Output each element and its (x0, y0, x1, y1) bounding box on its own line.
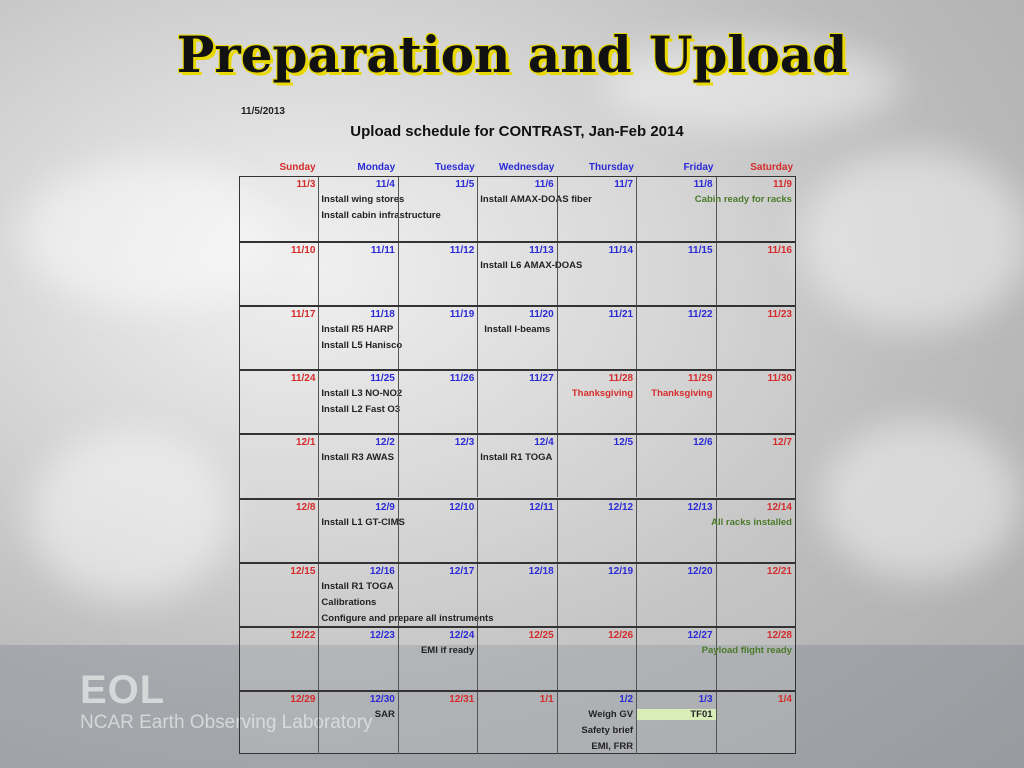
day-number: 12/25 (528, 629, 554, 641)
week-row (240, 562, 795, 626)
day-number: 11/6 (534, 179, 554, 190)
event-note: Install AMAX-DOAS fiber (480, 194, 592, 205)
day-number: 11/25 (370, 373, 395, 385)
day-number: 11/15 (688, 245, 713, 257)
day-number: 12/30 (369, 693, 395, 705)
day-number: 11/9 (773, 179, 792, 190)
day-number: 12/20 (687, 565, 713, 577)
weekday-friday: Friday (683, 162, 714, 173)
day-number: 11/20 (529, 309, 554, 321)
day-cell (716, 307, 795, 369)
day-cell (557, 177, 636, 241)
day-number: 12/26 (608, 629, 634, 641)
day-number: 12/31 (449, 693, 475, 705)
day-cell (557, 564, 636, 626)
day-cell (398, 177, 477, 241)
day-number: 12/5 (613, 437, 634, 449)
weekday-wednesday: Wednesday (498, 162, 555, 173)
event-note: Install L2 Fast O3 (321, 404, 401, 416)
event-note: TF01 (637, 709, 715, 720)
day-cell (636, 435, 715, 497)
week-row (240, 690, 795, 754)
day-number: 11/12 (449, 245, 475, 257)
event-note: Payload flight ready (701, 644, 792, 656)
day-cell (636, 243, 715, 305)
day-cell (636, 564, 715, 626)
event-note: Install wing stores (321, 194, 405, 205)
day-cell (240, 628, 318, 690)
day-number: 12/17 (449, 565, 475, 577)
day-cell (398, 435, 477, 497)
day-cell (477, 243, 583, 305)
weekday-monday: Monday (357, 162, 396, 173)
day-number: 12/24 (449, 629, 475, 641)
eol-logo: EOL (80, 668, 166, 712)
day-cell (477, 371, 556, 433)
event-note: Install L5 Hanisco (321, 340, 403, 352)
event-note: Calibrations (321, 596, 377, 608)
event-note: Thanksgiving (651, 388, 713, 400)
week-row (240, 305, 795, 369)
day-cell (318, 307, 403, 369)
weekday-header-row (239, 162, 796, 176)
day-number: 11/5 (455, 179, 475, 190)
day-cell (716, 692, 795, 754)
day-cell (557, 692, 636, 754)
slide-title: Preparation and Upload (176, 25, 848, 84)
day-cell (318, 177, 441, 241)
day-cell (716, 243, 795, 305)
day-number: 12/2 (375, 437, 395, 449)
day-cell (716, 564, 795, 626)
weekday-thursday: Thursday (588, 162, 634, 173)
weekday-tuesday: Tuesday (434, 162, 475, 173)
day-cell (636, 628, 715, 690)
day-cell (240, 692, 318, 754)
week-row (240, 369, 795, 433)
day-number: 11/16 (767, 245, 792, 257)
day-number: 12/14 (766, 501, 792, 513)
day-number: 1/3 (698, 693, 713, 705)
day-cell (716, 371, 795, 433)
day-cell (240, 371, 318, 433)
day-number: 11/27 (529, 373, 554, 385)
day-cell (477, 177, 592, 241)
day-number: 12/29 (290, 693, 316, 705)
day-cell (477, 435, 556, 497)
event-note: Install R1 TOGA (480, 452, 553, 464)
day-number: 12/8 (295, 501, 316, 513)
day-cell (240, 435, 318, 497)
day-number: 12/1 (295, 437, 316, 449)
day-cell (398, 564, 477, 626)
day-number: 11/26 (449, 373, 475, 385)
day-number: 12/18 (528, 565, 554, 577)
day-cell (318, 435, 397, 497)
day-number: 12/16 (369, 565, 395, 577)
day-number: 12/6 (693, 437, 713, 449)
day-cell (477, 500, 556, 562)
day-cell (398, 500, 477, 562)
day-number: 1/4 (778, 693, 792, 705)
day-number: 11/3 (296, 179, 316, 190)
weekday-sunday: Sunday (279, 162, 316, 173)
day-number: 12/9 (375, 501, 395, 513)
event-note: All racks installed (711, 516, 792, 528)
event-note: Install I-beams (484, 324, 551, 336)
day-cell (398, 692, 477, 754)
day-cell (636, 500, 715, 562)
day-number: 11/18 (370, 309, 395, 321)
day-cell (477, 307, 556, 369)
day-number: 11/29 (688, 373, 713, 385)
day-number: 12/28 (766, 629, 792, 641)
day-cell (636, 371, 715, 433)
day-number: 12/22 (290, 629, 316, 641)
day-cell (318, 628, 397, 690)
week-row (240, 177, 795, 241)
day-number: 12/4 (534, 437, 554, 449)
day-cell (318, 371, 403, 433)
eol-org-name: NCAR Earth Observing Laboratory (80, 712, 373, 733)
day-number: 11/22 (688, 309, 713, 321)
day-cell (477, 692, 556, 754)
day-number: 11/4 (375, 179, 395, 190)
day-number: 12/11 (529, 501, 554, 513)
day-cell (711, 500, 795, 562)
event-note: Install R1 TOGA (321, 580, 394, 592)
day-cell (636, 307, 715, 369)
day-number: 11/13 (529, 245, 554, 257)
day-cell (398, 243, 477, 305)
week-row (240, 498, 795, 562)
event-note: Configure and prepare all instruments (321, 612, 494, 624)
day-number: 11/28 (608, 373, 634, 385)
event-note: Thanksgiving (571, 388, 634, 400)
event-note: Install L1 GT-CIMS (321, 516, 405, 528)
schedule-date: 11/5/2013 (241, 106, 285, 117)
event-note: EMI if ready (420, 644, 475, 656)
day-cell (557, 500, 636, 562)
day-cell (240, 564, 318, 626)
day-cell (240, 243, 318, 305)
event-note: Install cabin infrastructure (321, 210, 441, 221)
day-number: 12/10 (449, 501, 475, 513)
day-number: 11/11 (370, 245, 395, 257)
day-number: 11/17 (290, 309, 316, 321)
day-cell (716, 435, 795, 497)
cloud-decoration (800, 150, 1024, 330)
cloud-decoration (820, 420, 1020, 580)
day-cell (701, 628, 795, 690)
day-cell (477, 628, 556, 690)
day-number: 11/7 (614, 179, 634, 190)
day-number: 11/19 (449, 309, 475, 321)
day-cell (557, 435, 636, 497)
day-cell (557, 243, 636, 305)
day-number: 12/15 (290, 565, 316, 577)
day-cell (398, 628, 477, 690)
day-number: 12/13 (687, 501, 713, 513)
day-number: 1/1 (539, 693, 554, 705)
day-number: 11/23 (767, 309, 792, 321)
day-cell (398, 371, 477, 433)
day-number: 12/27 (687, 629, 713, 641)
day-number: 12/21 (766, 565, 792, 577)
day-number: 11/10 (290, 245, 316, 257)
day-number: 1/2 (619, 693, 634, 705)
day-number: 11/24 (290, 373, 316, 385)
event-note: EMI, FRR (591, 740, 634, 752)
week-row (240, 433, 795, 497)
event-note: Cabin ready for racks (694, 194, 792, 205)
day-cell (636, 692, 715, 754)
day-cell (240, 500, 318, 562)
day-cell (557, 371, 636, 433)
day-number: 11/30 (767, 373, 792, 385)
day-cell (240, 307, 318, 369)
day-cell (318, 243, 397, 305)
day-number: 11/14 (608, 245, 634, 257)
event-note: Install L3 NO-NO2 (321, 388, 403, 400)
day-cell (557, 307, 636, 369)
day-cell (636, 177, 715, 241)
weekday-saturday: Saturday (750, 162, 794, 173)
week-row (240, 626, 795, 690)
day-number: 12/7 (772, 437, 792, 449)
day-cell (557, 628, 636, 690)
cloud-decoration (30, 430, 230, 600)
day-cell (318, 692, 397, 754)
event-note: Install R5 HARP (321, 324, 394, 336)
day-cell (318, 500, 405, 562)
day-number: 12/19 (608, 565, 634, 577)
week-row (240, 241, 795, 305)
day-number: 11/8 (693, 179, 713, 190)
event-note: Safety brief (581, 724, 634, 736)
day-number: 12/23 (369, 629, 395, 641)
day-number: 11/21 (608, 309, 634, 321)
day-number: 12/3 (454, 437, 475, 449)
event-note: SAR (374, 708, 395, 720)
calendar-grid (239, 176, 796, 754)
schedule-title: Upload schedule for CONTRAST, Jan-Feb 2014 (350, 123, 684, 140)
day-cell (477, 564, 556, 626)
day-number: 12/12 (608, 501, 634, 513)
event-note: Install R3 AWAS (321, 452, 394, 464)
day-cell (240, 177, 318, 241)
day-cell (398, 307, 477, 369)
event-note: Weigh GV (588, 708, 634, 720)
event-note: Install L6 AMAX-DOAS (480, 260, 583, 272)
